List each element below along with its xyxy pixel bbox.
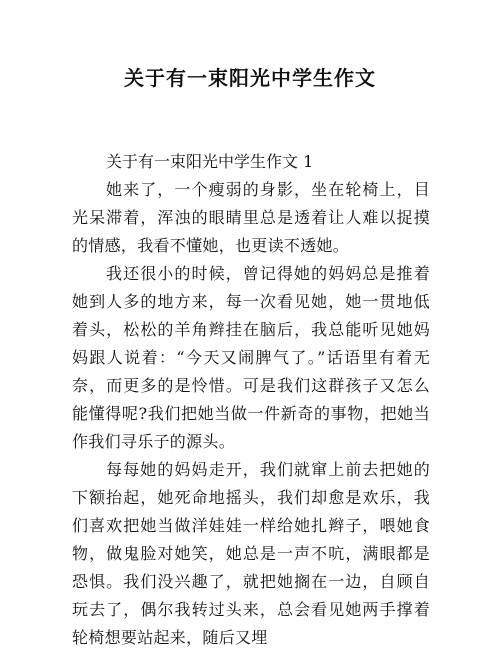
paragraph: 我还很小的时候，曾记得她的妈妈总是推着她到人多的地方来，每一次看见她，她一贯地低着头，松松的羊角辫挂在脑后，我总能听见她妈妈跟人说着：“今天又闹脾气了。”话语里有着无奈，而更多的是怜惜。可是我们这群孩子又怎么能懂得呢?我们把她当做一件新奇的事物，把她当作我们寻乐子的源头。 [72,264,430,451]
paragraph: 她来了，一个瘦弱的身影，坐在轮椅上，目光呆滞着，浑浊的眼睛里总是透着让人难以捉摸的情感，我看不懂她，也更读不透她。 [72,180,430,255]
paragraph: 每每她的妈妈走开，我们就窜上前去把她的下额抬起，她死命地摇头，我们却愈是欢乐，我们喜欢把她当做洋娃娃一样给她扎辫子，喂她食物，做鬼脸对她笑，她总是一声不吭，满眼都是恐惧。我们没兴趣了，就把她搁在一边，自顾自玩去了，偶尔我转过头来，总会看见她两手撑着轮椅想要站起来，随后又埋 [72,460,430,647]
essay-heading: 关于有一束阳光中学生作文 1 [106,152,314,171]
document-body [72,148,430,652]
document-title: 关于有一束阳光中学生作文 [124,66,376,90]
